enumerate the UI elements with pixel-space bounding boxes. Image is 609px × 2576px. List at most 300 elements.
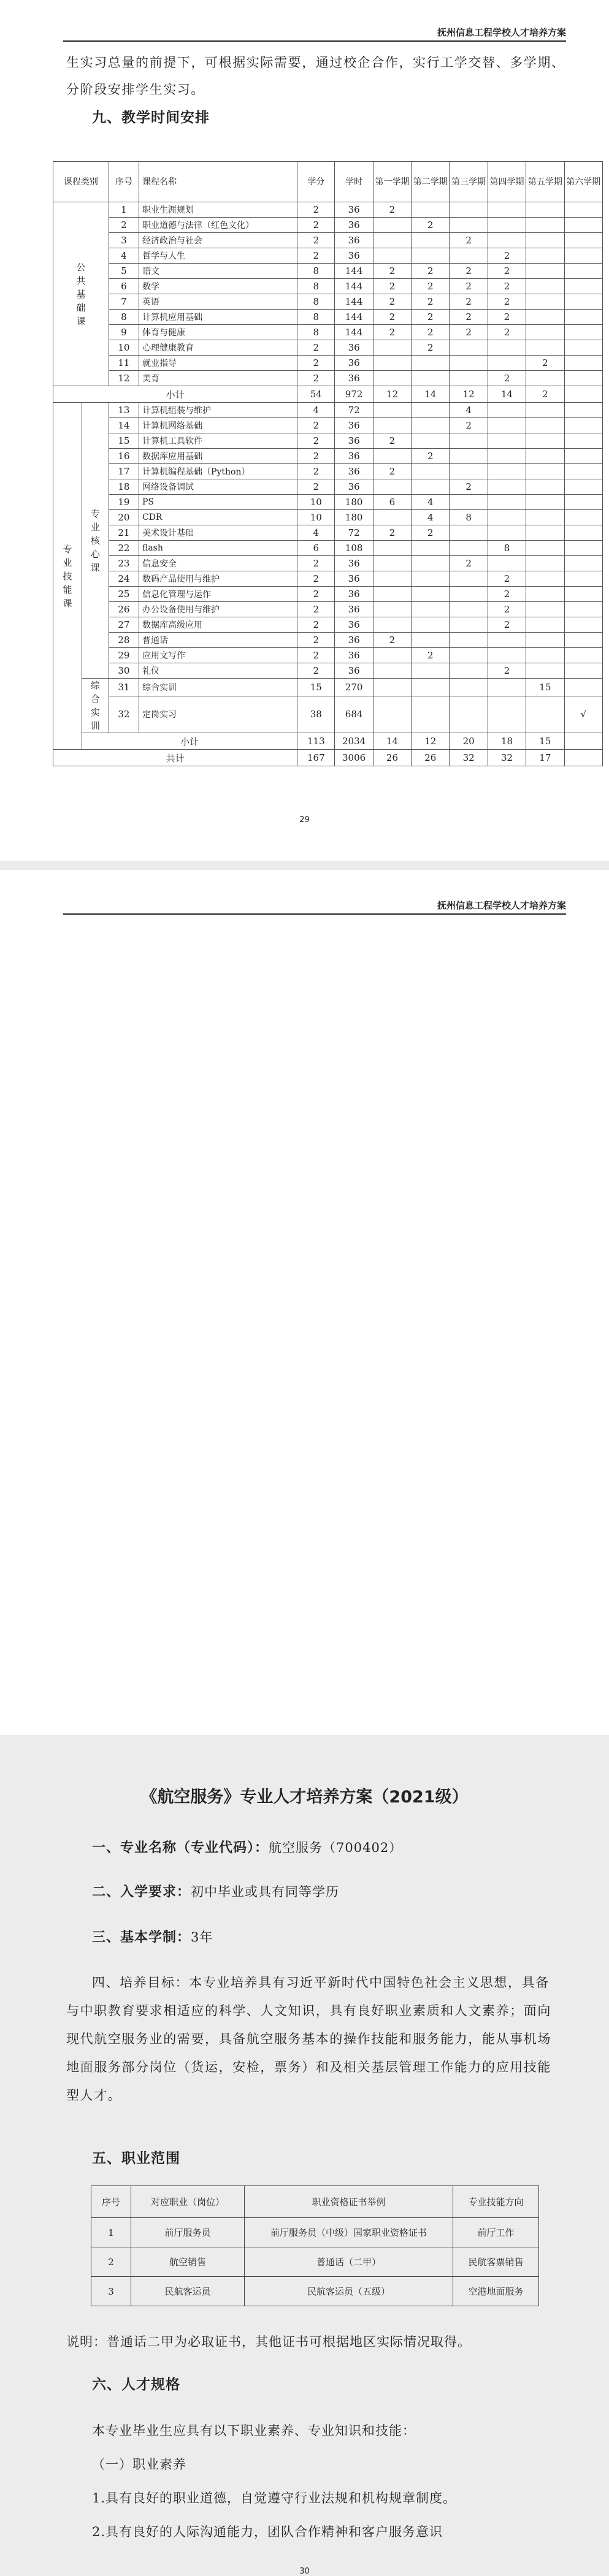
cell <box>412 633 450 648</box>
cell <box>488 233 526 248</box>
admission-value: 初中毕业或具有同等学历 <box>191 1884 340 1899</box>
cell: 17 <box>526 750 564 766</box>
course-name-cell: 普通话 <box>139 633 297 648</box>
cell: 6 <box>109 279 139 294</box>
cell: 14 <box>488 386 526 403</box>
cell <box>488 525 526 541</box>
table-row <box>53 510 603 525</box>
cell: 2 <box>297 648 335 663</box>
cell <box>564 541 603 556</box>
cell: 54 <box>297 386 335 403</box>
table-row <box>53 325 603 340</box>
cell: 民航客票销售 <box>453 2247 539 2277</box>
cell <box>488 433 526 449</box>
cell: 2 <box>412 449 450 464</box>
goal-line: 与中职教育要求相适应的科学、人文知识，具有良好职业素质和人文素养；面向 <box>66 2003 551 2018</box>
cell <box>412 233 450 248</box>
cell <box>564 433 603 449</box>
cell <box>373 602 411 617</box>
cell <box>526 325 564 340</box>
header-cell: 学分 <box>297 162 335 202</box>
cell: 144 <box>335 279 373 294</box>
cell <box>373 587 411 602</box>
cell: 2034 <box>335 733 373 750</box>
cell: 8 <box>297 264 335 279</box>
cell: 28 <box>109 633 139 648</box>
cell: 113 <box>297 733 335 750</box>
cell <box>526 418 564 433</box>
table-row <box>53 340 603 356</box>
cell <box>564 679 603 696</box>
cell <box>526 279 564 294</box>
cell <box>526 202 564 218</box>
cell <box>373 248 411 264</box>
cell <box>373 340 411 356</box>
cell: 2 <box>373 310 411 325</box>
course-name-cell: 职业道德与法律（红色文化） <box>139 218 297 233</box>
header-cell: 序号 <box>91 2186 131 2218</box>
cell: 小计 <box>53 386 297 403</box>
cell <box>450 248 488 264</box>
cell <box>526 663 564 679</box>
cell <box>373 356 411 371</box>
cell: 2 <box>450 233 488 248</box>
cell: 2 <box>412 264 450 279</box>
cell: 9 <box>109 325 139 340</box>
cell: 2 <box>412 294 450 310</box>
course-name-cell: 数据库应用基础 <box>139 449 297 464</box>
duration-label: 三、基本学制： <box>92 1930 191 1945</box>
table-row <box>53 264 603 279</box>
cell <box>564 340 603 356</box>
cell <box>526 371 564 386</box>
cell <box>373 679 411 696</box>
cell <box>373 541 411 556</box>
header-cell: 职业资格证书举例 <box>245 2186 453 2218</box>
cell: 2 <box>526 386 564 403</box>
cell: 18 <box>488 733 526 750</box>
cell <box>564 750 603 766</box>
cell: 2 <box>450 294 488 310</box>
cell: 72 <box>335 525 373 541</box>
cell <box>526 233 564 248</box>
cell: 2 <box>297 233 335 248</box>
cell <box>526 633 564 648</box>
cell <box>526 294 564 310</box>
cell: 12 <box>109 371 139 386</box>
cell: 共计 <box>53 750 297 766</box>
cell: 2 <box>373 433 411 449</box>
cell: 38 <box>297 696 335 733</box>
cell: 270 <box>335 679 373 696</box>
table-row <box>53 433 603 449</box>
cell: 36 <box>335 587 373 602</box>
cell: 2 <box>450 556 488 571</box>
cell: 4 <box>412 510 450 525</box>
cell: 2 <box>297 202 335 218</box>
cell: 2 <box>488 264 526 279</box>
header-cell: 学时 <box>335 162 373 202</box>
group-label <box>53 403 82 750</box>
page-number: 30 <box>299 2567 310 2576</box>
cell: 2 <box>412 325 450 340</box>
cell <box>564 264 603 279</box>
course-name-cell: 综合实训 <box>139 679 297 696</box>
note-text: 说明：普通话二甲为必取证书，其他证书可根据地区实际情况取得。 <box>66 2334 471 2349</box>
cell: 21 <box>109 525 139 541</box>
cell <box>412 679 450 696</box>
cell: 2 <box>488 571 526 587</box>
cell: 36 <box>335 248 373 264</box>
cell: 26 <box>412 750 450 766</box>
course-name-cell: 体育与健康 <box>139 325 297 340</box>
cell <box>412 202 450 218</box>
cell: 6 <box>297 541 335 556</box>
cell: 2 <box>297 633 335 648</box>
table-row <box>53 571 603 587</box>
cell: 前厅工作 <box>453 2218 539 2247</box>
cell: 32 <box>450 750 488 766</box>
table-row <box>53 233 603 248</box>
cell <box>526 340 564 356</box>
table-row <box>53 587 603 602</box>
group-label-text: 公 共 基 础 课 <box>76 261 86 327</box>
course-name-cell: 信息安全 <box>139 556 297 571</box>
cell <box>564 449 603 464</box>
cell <box>373 403 411 418</box>
cell: 180 <box>335 510 373 525</box>
header-cell: 第一学期 <box>373 162 411 202</box>
cell: 空港地面服务 <box>453 2277 539 2306</box>
cell: 2 <box>373 525 411 541</box>
table-row <box>53 403 603 418</box>
table-row <box>53 356 603 371</box>
talent-spec-title: 六、人才规格 <box>92 2377 180 2393</box>
cell: 36 <box>335 449 373 464</box>
cell <box>412 464 450 479</box>
cell <box>373 571 411 587</box>
cell: 2 <box>373 264 411 279</box>
cell: 2 <box>373 464 411 479</box>
table-header-row <box>91 2186 539 2218</box>
talent-spec-item: 1.具有良好的职业道德，自觉遵守行业法规和机构规章制度。 <box>92 2491 457 2506</box>
cell: 36 <box>335 648 373 663</box>
cell <box>526 602 564 617</box>
cell: 2 <box>412 218 450 233</box>
table-row <box>53 464 603 479</box>
cell: 36 <box>335 356 373 371</box>
cell: 8 <box>450 510 488 525</box>
course-name-cell: 计算机网络基础 <box>139 418 297 433</box>
table-row <box>53 663 603 679</box>
cell: 2 <box>91 2247 131 2277</box>
cell <box>488 679 526 696</box>
intro-line: 分阶段安排学生实习。 <box>66 82 205 97</box>
cell: 36 <box>335 617 373 633</box>
page-header: 抚州信息工程学校人才培养方案 <box>63 897 566 915</box>
cell: 4 <box>297 403 335 418</box>
cell <box>412 248 450 264</box>
cell <box>450 202 488 218</box>
cell: 2 <box>450 418 488 433</box>
cell: 8 <box>297 325 335 340</box>
cell <box>564 571 603 587</box>
cell <box>564 663 603 679</box>
cell <box>488 449 526 464</box>
document-page-30 <box>0 870 609 2576</box>
cell <box>412 433 450 449</box>
cell: 15 <box>297 679 335 696</box>
major-name-value: 航空服务（700402） <box>269 1840 403 1855</box>
table-row <box>53 495 603 510</box>
cell: 2 <box>297 602 335 617</box>
cell: 36 <box>335 556 373 571</box>
cell: 2 <box>412 340 450 356</box>
cell: 27 <box>109 617 139 633</box>
cell: 2 <box>526 356 564 371</box>
header-cell: 第五学期 <box>526 162 564 202</box>
table-row <box>53 449 603 464</box>
cell: 2 <box>488 602 526 617</box>
cell <box>488 202 526 218</box>
cell <box>450 371 488 386</box>
course-name-cell: 礼仪 <box>139 663 297 679</box>
cell <box>526 696 564 733</box>
cell: 前厅服务员 <box>131 2218 245 2247</box>
cell: 144 <box>335 264 373 279</box>
cell <box>526 218 564 233</box>
cell: 3 <box>109 233 139 248</box>
cell: 15 <box>526 733 564 750</box>
course-name-cell: 美育 <box>139 371 297 386</box>
cell: 4 <box>412 495 450 510</box>
cell: 31 <box>109 679 139 696</box>
teaching-schedule-table <box>53 161 603 766</box>
table-row <box>53 418 603 433</box>
cell <box>488 633 526 648</box>
cell <box>412 696 450 733</box>
course-name-cell: 办公设备使用与维护 <box>139 602 297 617</box>
cell <box>526 248 564 264</box>
cell <box>526 479 564 495</box>
cell <box>373 510 411 525</box>
cell: 民航客运员 <box>131 2277 245 2306</box>
cell <box>564 648 603 663</box>
table-row <box>53 541 603 556</box>
cell: 24 <box>109 571 139 587</box>
cell: 144 <box>335 294 373 310</box>
cell: 16 <box>109 449 139 464</box>
cell: 12 <box>373 386 411 403</box>
cell: 2 <box>488 294 526 310</box>
career-scope-table <box>91 2185 539 2306</box>
cell <box>412 571 450 587</box>
cell <box>412 617 450 633</box>
header-cell: 第六学期 <box>564 162 603 202</box>
goal-line: 地面服务部分岗位（货运，安检，票务）和及相关基层管理工作能力的应用技能 <box>66 2060 551 2075</box>
cell: 前厅服务员（中级）国家职业资格证书 <box>245 2218 453 2247</box>
cell <box>450 218 488 233</box>
cell: 航空销售 <box>131 2247 245 2277</box>
talent-spec-subtitle: （一）职业素养 <box>92 2457 186 2472</box>
header-cell: 第四学期 <box>488 162 526 202</box>
course-name-cell: 英语 <box>139 294 297 310</box>
cell: 2 <box>297 464 335 479</box>
cell: 15 <box>526 679 564 696</box>
major-name-line <box>92 1837 402 1856</box>
course-name-cell: 数码产品使用与维护 <box>139 571 297 587</box>
talent-spec-intro: 本专业毕业生应具有以下职业素养、专业知识和技能： <box>92 2423 416 2438</box>
header-cell: 第二学期 <box>412 162 450 202</box>
duration-line <box>92 1927 213 1946</box>
cell: 10 <box>297 510 335 525</box>
cell: 167 <box>297 750 335 766</box>
cell <box>488 418 526 433</box>
cell <box>564 525 603 541</box>
cell <box>488 556 526 571</box>
admission-label: 二、入学要求： <box>92 1884 191 1900</box>
cell <box>488 464 526 479</box>
cell <box>373 479 411 495</box>
cell: 2 <box>373 202 411 218</box>
cell <box>564 464 603 479</box>
section-title: 九、教学时间安排 <box>92 109 210 126</box>
cell: 5 <box>109 264 139 279</box>
cell: 18 <box>109 479 139 495</box>
course-name-cell: 职业生涯规划 <box>139 202 297 218</box>
cell: 36 <box>335 418 373 433</box>
header-cell: 专业技能方向 <box>453 2186 539 2218</box>
cell <box>526 556 564 571</box>
career-scope-title: 五、职业范围 <box>92 2151 180 2166</box>
table-row <box>53 648 603 663</box>
cell <box>450 464 488 479</box>
cell <box>373 371 411 386</box>
cell: 108 <box>335 541 373 556</box>
document-page-29 <box>0 0 609 861</box>
cell: 2 <box>297 340 335 356</box>
cell: 19 <box>109 495 139 510</box>
cell <box>488 340 526 356</box>
cell: 17 <box>109 464 139 479</box>
cell: 14 <box>373 733 411 750</box>
cell: 2 <box>297 479 335 495</box>
table-row <box>53 696 603 733</box>
cell <box>373 696 411 733</box>
goal-line: 四、培养目标：本专业培养具有习近平新时代中国特色社会主义思想，具备 <box>92 1975 550 1990</box>
table-row <box>53 310 603 325</box>
cell <box>450 587 488 602</box>
cell: 2 <box>297 248 335 264</box>
course-name-cell: 计算机编程基础（Python） <box>139 464 297 479</box>
course-name-cell: 语文 <box>139 264 297 279</box>
course-name-cell: 心理健康教育 <box>139 340 297 356</box>
cell: 14 <box>109 418 139 433</box>
cell: 2 <box>373 279 411 294</box>
page-number: 29 <box>299 815 310 825</box>
cell <box>450 696 488 733</box>
cell: 26 <box>109 602 139 617</box>
cell <box>373 449 411 464</box>
cell: 11 <box>109 356 139 371</box>
cell: 2 <box>297 587 335 602</box>
cell: 1 <box>91 2218 131 2247</box>
course-name-cell: 信息化管理与运作 <box>139 587 297 602</box>
cell: 36 <box>335 433 373 449</box>
group-label-text: 专 业 技 能 课 <box>63 543 72 609</box>
cell: 2 <box>488 325 526 340</box>
cell <box>450 525 488 541</box>
cell: 8 <box>297 279 335 294</box>
cell <box>412 602 450 617</box>
cell: 2 <box>488 310 526 325</box>
table-row <box>53 279 603 294</box>
cell: 8 <box>297 310 335 325</box>
cell <box>373 617 411 633</box>
cell <box>488 495 526 510</box>
cell <box>412 371 450 386</box>
cell: 36 <box>335 371 373 386</box>
cell <box>450 663 488 679</box>
cell <box>526 571 564 587</box>
cell: 72 <box>335 403 373 418</box>
table-header-row <box>53 162 603 202</box>
cell <box>450 495 488 510</box>
cell <box>488 696 526 733</box>
cell <box>488 356 526 371</box>
cell <box>526 541 564 556</box>
cell: 2 <box>450 325 488 340</box>
cell: 2 <box>450 479 488 495</box>
cell <box>450 648 488 663</box>
cell <box>526 648 564 663</box>
cell: 民航客运员（五级） <box>245 2277 453 2306</box>
cell: 8 <box>109 310 139 325</box>
cell: 25 <box>109 587 139 602</box>
cell: 2 <box>297 617 335 633</box>
course-name-cell: 计算机工具软件 <box>139 433 297 449</box>
table-row <box>91 2218 539 2247</box>
cell <box>373 418 411 433</box>
cell: 2 <box>450 279 488 294</box>
cell <box>412 479 450 495</box>
cell: 23 <box>109 556 139 571</box>
cell: 36 <box>335 633 373 648</box>
cell <box>564 279 603 294</box>
cell: 7 <box>109 294 139 310</box>
cell <box>526 403 564 418</box>
cell: 36 <box>335 202 373 218</box>
cell <box>412 403 450 418</box>
cell: 2 <box>488 587 526 602</box>
cell <box>564 479 603 495</box>
cell <box>488 648 526 663</box>
cell: 4 <box>109 248 139 264</box>
cell: 20 <box>109 510 139 525</box>
table-row <box>53 248 603 264</box>
cell <box>373 233 411 248</box>
cell <box>564 356 603 371</box>
cell: 13 <box>109 403 139 418</box>
table-row <box>91 2277 539 2306</box>
cell <box>450 602 488 617</box>
cell: 15 <box>109 433 139 449</box>
subgroup-label-text: 综 合 实 训 <box>90 680 100 731</box>
header-cell: 序号 <box>109 162 139 202</box>
cell: 972 <box>335 386 373 403</box>
cell <box>564 510 603 525</box>
course-name-cell: 哲学与人生 <box>139 248 297 264</box>
